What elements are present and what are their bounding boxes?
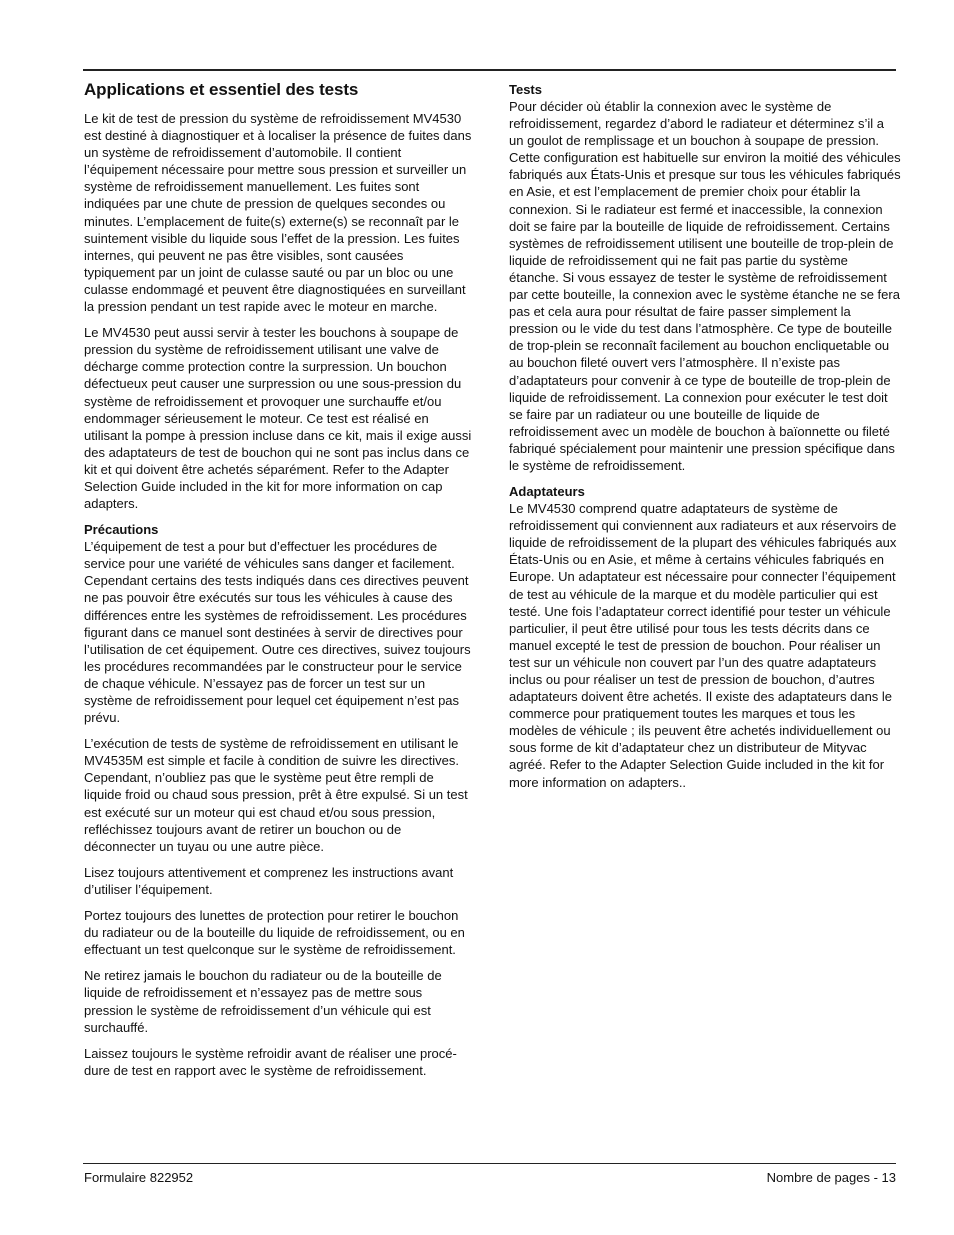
- adapters-heading: Adaptateurs: [509, 484, 585, 500]
- adapters-paragraph: Le MV4530 comprend quatre adaptateurs de système de refroidissement qui conviennent aux radiateurs et aux réservoirs de liquide de refroidissement de la plupart des véhicules fabriqués aux États-Unis ou en Asie, et même à certains véhicules fabriqués en Europe. Un adaptateur est nécessaire pour connecter l’équipement de test au véhicule de la marque et du modèle particulier qui est testé. Une fois l’adaptateur correct identifié pour tester un véhicule particulier, il peut être utilisé pour tous les tests décrits dans ce manuel excepté le test de pression de bouchon. Pour réaliser un test sur un véhicule non couvert par l’un des quatre adaptateurs inclus ou pour réaliser un test de pression de bouchon, d’autres adaptateurs doivent être achetés. Il existe des adaptateurs dans le commerce pour pratiquement toutes les marques et tous les modèles de véhicule ; ils peuvent être achetés individuellement ou sous forme de kit d’adaptateur chez un distributeur de Mityvac agréé. Refer to the Adapter Selection Guide included in the kit for more information on adapters..: [509, 501, 897, 790]
- page-count: Nombre de pages - 13: [766, 1170, 896, 1185]
- tests-heading: Tests: [509, 82, 542, 97]
- section-title: Applications et essentiel des tests: [84, 80, 359, 99]
- bottom-rule: [83, 1163, 896, 1164]
- intro-paragraph-2: Le MV4530 peut aussi servir à tester les bouchons à soupape de pression du système de refroidissement utilisant une valve de décharge comme protection contre la surpression. Un bouchon défectueux peut causer une surpression ou une sous-pression du système de refroidissement et provoquer une surchauffe et/ou endommager sérieusement le moteur. Ce test est réalisé en utilisant la pompe à pression incluse dans ce kit, mais il exige aussi des adaptateurs de test de bouchon qui ne sont pas inclus dans ce kit et qui doivent être achetés séparément. Refer to the Adapter Selection Guide included in the kit for more information on cap adapters.: [84, 325, 472, 512]
- precautions-heading: Précautions: [84, 522, 159, 538]
- intro-paragraph-1: Le kit de test de pression du système de refroidissement MV4530 est destiné à diagnostiquer et à localiser la présence de fuites dans un système de refroidissement d’automobile. Il contient l’équipement nécessaire pour mettre sous pression et surveiller un système de refroidissement manuellement. Les fuites sont indiquées par une chute de pression de quelques secondes ou minutes. L’emplacement de fuite(s) externe(s) se reconnaît par le suintement visible du liquide sous l’effet de la pression. Les fuites internes, qui peuvent ne pas être visibles, sont causées typiquement par un joint de culasse sauté ou par un bloc ou une culasse endommagé et peuvent être diagnostiquées en surveillant la pression pendant un test rapide avec le moteur en marche.: [84, 111, 472, 315]
- form-number: Formulaire 822952: [84, 1170, 194, 1185]
- precautions-paragraph-6: Laissez toujours le système refroidir avant de réaliser une procé-dure de test en rapport avec le système de refroidissement.: [84, 1045, 457, 1078]
- precautions-paragraph-3: Lisez toujours attentivement et comprenez les instructions avant d’utiliser l’équipement.: [84, 864, 454, 897]
- precautions-paragraph-5: Ne retirez jamais le bouchon du radiateur ou de la bouteille de liquide de refroidissement et n’essayez pas de mettre sous pression le système de refroidissement d’un véhicule qui est surchauffé.: [84, 968, 442, 1035]
- precautions-paragraph-1: L’équipement de test a pour but d’effectuer les procédures de service pour une variété de véhicules sans danger et facilement. Cependant certains des tests indiqués dans ces directives peuvent ne pas pouvoir être exécutés sur tous les véhicules à cause des différences entre les systèmes de refroidissement. Les procédures figurant dans ce manuel sont destinées à servir de directives pour l’utilisation de cet équipement. Outre ces directives, suivez toujours les procédures recommandées par le constructeur pour le service de chaque véhicule. N’essayez pas de forcer un test sur un système de refroidissement pour lequel cet équipement n’est pas prévu.: [84, 539, 471, 726]
- precautions-paragraph-2: L’exécution de tests de système de refroidissement en utilisant le MV4535M est simple et facile à condition de suivre les directives. Cependant, n’oubliez pas que le système peut être rempli de liquide froid ou chaud sous pression, prêt à être expulsé. Si un test est exécuté sur un moteur qui est chaud et/ou sous pression, refléchissez toujours avant de retirer un bouchon ou de déconnecter un tuyau ou une autre pièce.: [84, 736, 468, 854]
- top-rule: [83, 69, 896, 71]
- precautions-paragraph-4: Portez toujours des lunettes de protection pour retirer le bouchon du radiateur ou de la bouteille du liquide de refroidissement, ou en effectuant un test quelconque sur le système de refroidissement.: [84, 908, 465, 958]
- left-column: [84, 80, 474, 1088]
- tests-paragraph: Pour décider où établir la connexion avec le système de refroidissement, regardez d’abord le radiateur et déterminez s’il a un goulot de remplissage et un bouchon à soupape de pression. Cette configuration est habituelle sur environ la moitié des véhicules fabriqués aux États-Unis et presque sur tous les véhicules fabriqués en Asie, et est l’emplacement de premier choix pour établir la connexion. Si le radiateur est fermé et inaccessible, la connexion doit se faire par la bouteille de liquide de refroidissement. Certains systèmes de refroidissement utilisent une bouteille de trop-plein de liquide de refroidissement qui ne fait pas partie du système étanche. Si vous essayez de tester le système de refroidissement par cette bouteille, la connexion avec le système étanche ne se fera pas et cela aura pour résultat de faire passer simplement la pression ou le vide du test dans l’atmosphère. Ce type de bouteille de trop-plein se reconnaît facilement au bouchon encliquetable ou au bouchon fileté ouvert vers l’atmosphère. Il n’existe pas d’adaptateurs pour convenir à ce type de bouteille de trop-plein de liquide de refroidissement. La connexion pour exécuter le test doit se faire par un radiateur ou une bouteille de liquide de refroidissement avec un modèle de bouchon à baïonnette ou fileté fabriqué spécialement pour maintenir une pression spécifique dans le système de refroidissement.: [509, 99, 901, 473]
- right-column: [509, 81, 901, 800]
